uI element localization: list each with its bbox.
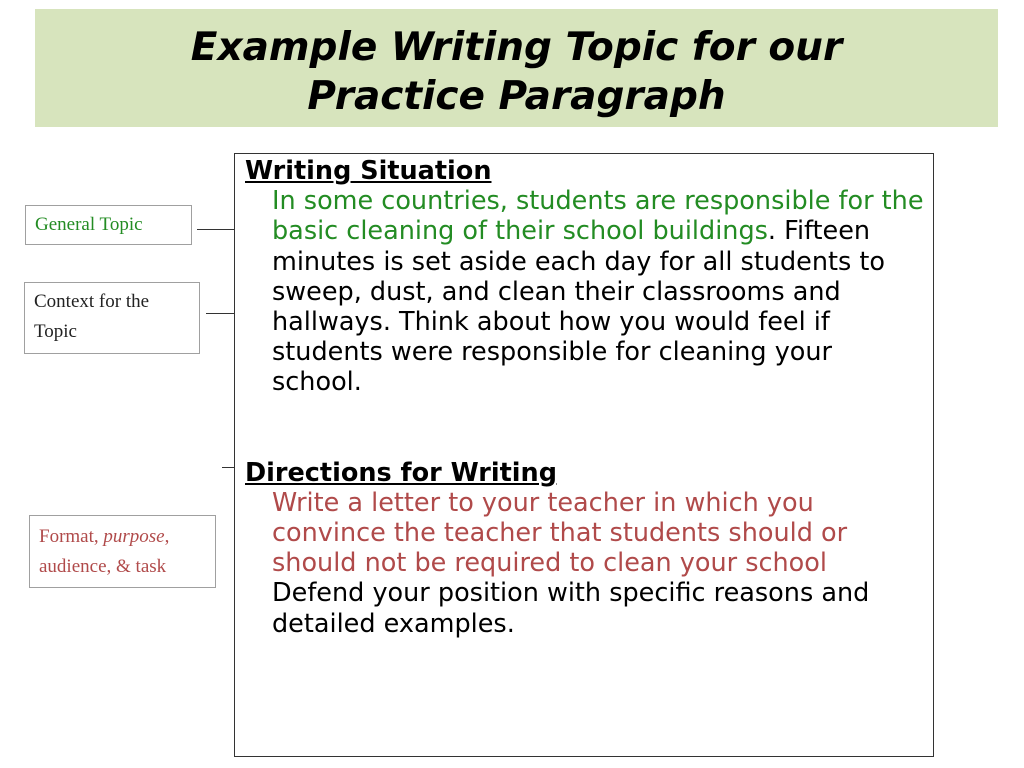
format-prefix: Format, (39, 526, 104, 547)
situation-heading: Writing Situation (245, 156, 492, 186)
context-connector (206, 313, 234, 314)
general-topic-text: General Topic (35, 214, 143, 235)
format-purpose: purpose (103, 526, 165, 547)
context-label (24, 282, 200, 354)
writing-prompt-box (234, 153, 934, 757)
situation-green-text: In some countries, students are responsible for the basic cleaning of their school buildings (272, 186, 924, 247)
title-band (35, 9, 998, 127)
directions-red-text: Write a letter to your teacher in which you convince the teacher that students should or should not be required to clean your school (272, 487, 848, 579)
general-topic-label (25, 205, 192, 245)
directions-connector (222, 467, 234, 468)
format-suffix: , audience, & task (39, 526, 170, 577)
situation-rest-text: . Fifteen minutes is set aside each day for all students to sweep, dust, and clean their classrooms and hallways. Think about how you would feel if students were responsible for cleaning your school. (272, 216, 886, 398)
slide-title-line-2: Practice Paragraph (307, 74, 726, 119)
context-text: Context for the Topic (34, 291, 150, 342)
directions-rest-text: Defend your position with specific reasons and detailed examples. (272, 578, 870, 639)
writing-prompt-content (245, 156, 925, 639)
slide-title (35, 23, 998, 121)
directions-heading: Directions for Writing (245, 457, 557, 488)
section-spacer (245, 398, 925, 458)
directions-paragraph (245, 488, 925, 639)
slide-title-line-1: Example Writing Topic for our (190, 25, 843, 70)
situation-paragraph (245, 186, 925, 397)
format-label (29, 515, 216, 588)
general-topic-connector (197, 229, 234, 230)
